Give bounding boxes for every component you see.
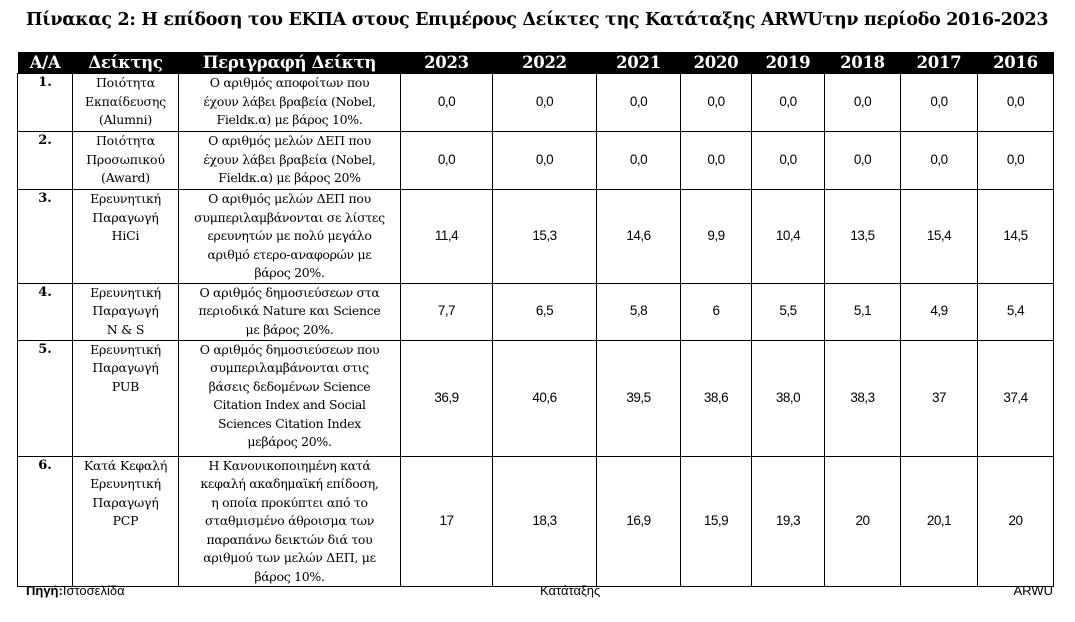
row-number: 4.: [18, 283, 73, 340]
indicator-line: Κατά Κεφαλή: [83, 457, 168, 473]
table-body: [18, 74, 1054, 587]
score-cell-2017: 0,0: [901, 74, 978, 132]
score-cell-2021: 5,8: [597, 283, 681, 340]
description-line: Ο αριθμός δημοσιεύσεων στα: [199, 284, 380, 300]
score-cell-2018: 0,0: [825, 74, 901, 132]
score-cell-2023: 17: [401, 456, 493, 587]
col-header-2020: 2020: [681, 52, 752, 74]
col-header-2017: 2017: [901, 52, 978, 74]
arwu-indicators-table: [17, 52, 1054, 587]
indicator-description: [179, 283, 401, 340]
score-cell-2023: 11,4: [401, 190, 493, 284]
description-line: αριθμού των μελών ΔΕΠ, με: [203, 550, 376, 565]
description-line: Sciences Citation Index: [218, 415, 361, 431]
score-cell-2016: 5,4: [978, 283, 1054, 340]
score-cell-2017: 15,4: [901, 190, 978, 284]
description-line: έχουν λάβει βραβεία (Nobel,: [203, 93, 376, 109]
score-cell-2022: 40,6: [493, 340, 597, 456]
score-cell-2020: 9,9: [681, 190, 752, 284]
score-cell-2022: 0,0: [493, 74, 597, 132]
score-cell-2023: 7,7: [401, 283, 493, 340]
indicator-name: [73, 283, 179, 340]
score-cell-2020: 0,0: [681, 74, 752, 132]
indicator-line: Ερευνητική: [90, 284, 161, 300]
description-line: Ο αριθμός μελών ΔΕΠ που: [208, 133, 371, 148]
score-cell-2019: 10,4: [752, 190, 825, 284]
indicator-description: [179, 190, 401, 284]
indicator-line: Παραγωγή: [92, 303, 159, 318]
indicator-line: Παραγωγή: [92, 360, 159, 375]
description-line: Ο αριθμός μελών ΔΕΠ που: [208, 191, 371, 206]
score-cell-2021: 0,0: [597, 132, 681, 190]
score-cell-2022: 15,3: [493, 190, 597, 284]
table-row: [18, 340, 1054, 456]
footer-right-text: ARWU: [1013, 583, 1053, 598]
score-cell-2019: 0,0: [752, 132, 825, 190]
score-cell-2016: 0,0: [978, 132, 1054, 190]
indicator-line: Ποιότητα: [95, 133, 155, 148]
score-cell-2019: 38,0: [752, 340, 825, 456]
indicator-line: Παραγωγή: [92, 494, 159, 510]
score-cell-2016: 14,5: [978, 190, 1054, 284]
score-cell-2019: 5,5: [752, 283, 825, 340]
score-cell-2023: 36,9: [401, 340, 493, 456]
description-line: Citation Index and Social: [213, 397, 366, 412]
score-cell-2018: 5,1: [825, 283, 901, 340]
score-cell-2016: 20: [978, 456, 1054, 587]
description-line: ερευνητών με πολύ μεγάλο: [207, 228, 372, 243]
score-cell-2018: 13,5: [825, 190, 901, 284]
indicator-line: Ερευνητική: [90, 191, 161, 206]
score-cell-2021: 39,5: [597, 340, 681, 456]
description-line: βάρος 10%.: [254, 568, 325, 584]
col-header-2023: 2023: [401, 52, 493, 74]
col-header-2018: 2018: [825, 52, 901, 74]
indicator-line: (Alumni): [98, 112, 153, 127]
indicator-line: PUB: [111, 378, 140, 394]
col-header-2022: 2022: [493, 52, 597, 74]
description-line: αριθμό ετερο-αναφορών με: [207, 246, 372, 262]
source-text: Ιστοσελίδα: [62, 583, 125, 598]
indicator-line: Ερευνητική: [90, 341, 161, 357]
description-line: κεφαλή ακαδημαϊκή επίδοση,: [200, 476, 379, 491]
indicator-description: [179, 132, 401, 190]
row-number: 5.: [18, 340, 73, 456]
source-label: Πηγή:: [26, 583, 63, 598]
indicator-line: PCP: [112, 513, 139, 528]
row-number: 6.: [18, 456, 73, 587]
col-header-aa: Α/Α: [18, 52, 73, 74]
score-cell-2020: 0,0: [681, 132, 752, 190]
description-line: βάσεις δεδομένων Science: [208, 378, 371, 394]
indicator-name: [73, 190, 179, 284]
indicator-name: [73, 74, 179, 132]
indicator-line: HiCi: [111, 228, 140, 243]
table-row: [18, 74, 1054, 132]
indicator-line: Ποιότητα: [95, 75, 155, 90]
score-cell-2022: 18,3: [493, 456, 597, 587]
indicator-name: [73, 132, 179, 190]
score-cell-2018: 0,0: [825, 132, 901, 190]
indicator-line: Προσωπικού: [86, 151, 165, 167]
score-cell-2022: 6,5: [493, 283, 597, 340]
score-cell-2019: 0,0: [752, 74, 825, 132]
indicator-description: [179, 456, 401, 587]
indicator-line: Εκπαίδευσης: [85, 93, 166, 109]
row-number: 1.: [18, 74, 73, 132]
col-header-indicator: Δείκτης: [73, 52, 179, 74]
score-cell-2022: 0,0: [493, 132, 597, 190]
description-line: Fieldκ.α) με βάρος 10%.: [216, 112, 363, 127]
score-cell-2020: 6: [681, 283, 752, 340]
description-line: συμπεριλαμβάνονται σε λίστες: [194, 209, 385, 225]
indicator-description: [179, 74, 401, 132]
table-row: [18, 132, 1054, 190]
description-line: βάρος 20%.: [254, 265, 325, 280]
score-cell-2023: 0,0: [401, 74, 493, 132]
score-cell-2017: 0,0: [901, 132, 978, 190]
indicator-line: Παραγωγή: [92, 209, 159, 225]
score-cell-2018: 20: [825, 456, 901, 587]
description-line: περιοδικά Nature και Science: [198, 303, 381, 318]
score-cell-2017: 4,9: [901, 283, 978, 340]
description-line: Ο αριθμός δημοσιεύσεων που: [199, 341, 380, 357]
col-header-2021: 2021: [597, 52, 681, 74]
score-cell-2016: 0,0: [978, 74, 1054, 132]
row-number: 2.: [18, 132, 73, 190]
description-line: Η Κανονικοποιημένη κατά: [208, 457, 371, 473]
description-line: μεβάρος 20%.: [247, 434, 332, 449]
score-cell-2020: 15,9: [681, 456, 752, 587]
score-cell-2019: 19,3: [752, 456, 825, 587]
table-row: [18, 456, 1054, 587]
footer-middle-text: Κατάταξης: [540, 583, 601, 598]
score-cell-2021: 14,6: [597, 190, 681, 284]
description-line: συμπεριλαμβάνονται στις: [210, 360, 369, 375]
score-cell-2017: 20,1: [901, 456, 978, 587]
row-number: 3.: [18, 190, 73, 284]
table-row: [18, 190, 1054, 284]
description-line: η οποία προκύπτει από το: [211, 494, 368, 510]
indicator-description: [179, 340, 401, 456]
indicator-name: [73, 456, 179, 587]
table-row: [18, 283, 1054, 340]
score-cell-2021: 16,9: [597, 456, 681, 587]
header-row: [18, 52, 1054, 74]
col-header-2016: 2016: [978, 52, 1054, 74]
source-note: [26, 583, 125, 598]
description-line: παραπάνω δεικτών διά του: [206, 531, 373, 547]
description-line: σταθμισμένο άθροισμα των: [205, 513, 374, 528]
indicator-name: [73, 340, 179, 456]
score-cell-2016: 37,4: [978, 340, 1054, 456]
col-header-description: Περιγραφή Δείκτη: [179, 52, 401, 74]
score-cell-2018: 38,3: [825, 340, 901, 456]
description-line: με βάρος 20%.: [245, 321, 334, 337]
score-cell-2021: 0,0: [597, 74, 681, 132]
table-title: Πίνακας 2: Η επίδοση του ΕΚΠΑ στους Επιμέρους Δείκτες της Κατάταξης ARWUτην περίοδο 2016-2023: [26, 10, 1049, 30]
description-line: έχουν λάβει βραβεία (Nobel,: [203, 151, 376, 167]
description-line: Ο αριθμός αποφοίτων που: [209, 75, 370, 90]
score-cell-2017: 37: [901, 340, 978, 456]
indicator-line: N & S: [106, 321, 145, 337]
description-line: Fieldκ.α) με βάρος 20%: [218, 170, 361, 185]
indicator-line: (Award): [101, 170, 150, 185]
col-header-2019: 2019: [752, 52, 825, 74]
indicator-line: Ερευνητική: [90, 476, 161, 491]
score-cell-2023: 0,0: [401, 132, 493, 190]
score-cell-2020: 38,6: [681, 340, 752, 456]
